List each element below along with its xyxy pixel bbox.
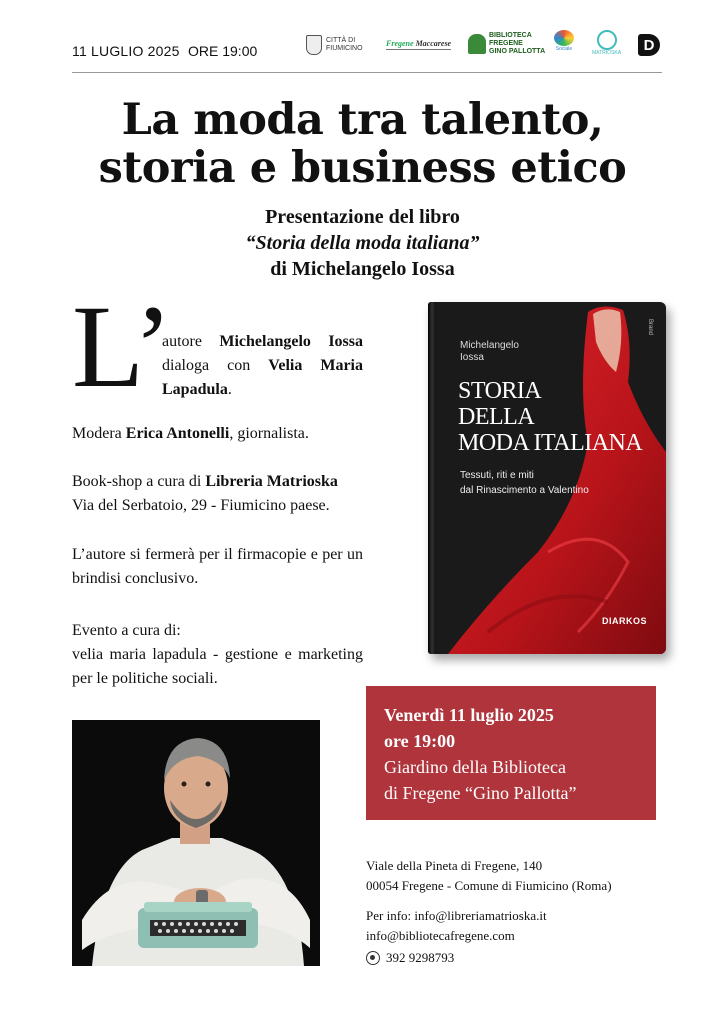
biblioteca-logo-line2: FREGENE (489, 40, 523, 47)
event-day: Venerdì 11 luglio 2025 (384, 705, 554, 725)
book-cover (428, 302, 666, 654)
book-subtitle-line-1: Tessuti, riti e miti (460, 470, 534, 481)
event-place-line-2: di Fregene “Gino Pallotta” (384, 783, 577, 803)
event-place-line-1: Giardino della Biblioteca (384, 757, 566, 777)
book-brand: Brand (646, 318, 653, 336)
book-spine (428, 302, 436, 654)
book-subtitle (460, 468, 589, 498)
title-line-1: La moda tra talento, (121, 95, 604, 145)
author-photo (72, 720, 320, 966)
header-divider (72, 72, 662, 73)
event-details-box (366, 686, 656, 820)
matrioska-logo (592, 30, 621, 56)
book-author (460, 340, 519, 364)
info-email-1[interactable]: Per info: info@libreriamatrioska.it (366, 908, 547, 923)
biblioteca-logo-line1: BIBLIOTECA (489, 32, 532, 39)
author-portrait-illustration (72, 720, 320, 966)
fregene-logo-word: Fregene (386, 39, 414, 48)
book-subtitle-line-2: dal Rinascimento a Valentino (460, 485, 589, 496)
organizer-paragraph (72, 619, 363, 691)
info-email-2[interactable]: info@bibliotecafregene.com (366, 928, 515, 943)
bookshop-name: Libreria Matrioska (205, 473, 338, 490)
event-time: ORE 19:00 (188, 43, 258, 59)
fiumicino-logo-text: CITTÀ DI FIUMICINO (326, 37, 363, 52)
book-title-line-1: STORIA (458, 378, 542, 404)
bookshop-text-1: Book-shop a cura di (72, 473, 206, 490)
title-line-2: storia e business etico (98, 143, 627, 193)
book-publisher: DIARKOS (602, 616, 648, 626)
drop-cap: L’ (72, 281, 173, 412)
subtitle-line-3: di Michelangelo Iossa (270, 258, 455, 280)
address-line-2: 00054 Fregene - Comune di Fiumicino (Roma) (366, 878, 612, 893)
signing-paragraph: L’autore si fermerà per il firmacopie e per un brindisi conclusivo. (72, 546, 363, 587)
moderator-text-2: , giornalista. (229, 425, 309, 442)
intro-text-1: autore (162, 333, 220, 350)
biblioteca-fregene-logo (468, 32, 545, 56)
page-title (0, 96, 725, 192)
book-title (458, 378, 642, 456)
event-date: 11 LUGLIO 2025 (72, 43, 180, 59)
interviewer-name: Velia Maria Lapadula (162, 357, 363, 398)
fregene-maccarese-logo (386, 39, 451, 50)
subtitle-line-2: “Storia della moda italiana” (245, 232, 480, 254)
whatsapp-icon (366, 951, 380, 965)
intro-text-3: . (227, 381, 232, 398)
organizer-text: velia maria lapadula - gestione e marketing per le politiche sociali. (72, 646, 363, 687)
book-title-line-3: MODA ITALIANA (458, 430, 643, 456)
bookshop-paragraph (72, 470, 363, 518)
bookshop-address: Via del Serbatoio, 29 - Fiumicino paese. (72, 497, 330, 514)
crest-icon (306, 35, 322, 55)
maccarese-logo-word: Maccarese (415, 39, 452, 48)
header (72, 30, 662, 70)
intro-text-2: dialoga con (162, 357, 269, 374)
moderator-paragraph (72, 422, 363, 446)
organizer-label: Evento a cura di: (72, 622, 181, 639)
subtitle-line-1: Presentazione del libro (265, 206, 460, 228)
fiumicino-logo (306, 35, 366, 55)
biblioteca-logo-line3: GINO PALLOTTA (489, 48, 546, 55)
sociale-logo (554, 30, 574, 52)
book-author-line-2: Iossa (460, 352, 484, 363)
rainbow-icon (554, 30, 574, 46)
matrioska-icon (597, 30, 617, 50)
subtitle (0, 204, 725, 282)
matrioska-logo-text: MATRIOSKA (592, 50, 622, 56)
phone-row (366, 948, 666, 968)
venue-address (366, 856, 666, 896)
book-author-line-1: Michelangelo (460, 340, 519, 351)
sociale-logo-text: Sociale (555, 46, 573, 52)
tree-icon (468, 34, 486, 54)
moderator-text-1: Modera (72, 425, 126, 442)
diarkos-logo: D (638, 34, 660, 56)
phone-number[interactable]: 392 9298793 (386, 950, 455, 965)
event-hour: ore 19:00 (384, 731, 456, 751)
contact-info (366, 906, 666, 968)
author-name: Michelangelo Iossa (219, 333, 363, 350)
address-line-1: Viale della Pineta di Fregene, 140 (366, 858, 543, 873)
moderator-name: Erica Antonelli (125, 425, 230, 442)
book-title-line-2: DELLA (458, 404, 535, 430)
intro-paragraph (162, 330, 363, 402)
